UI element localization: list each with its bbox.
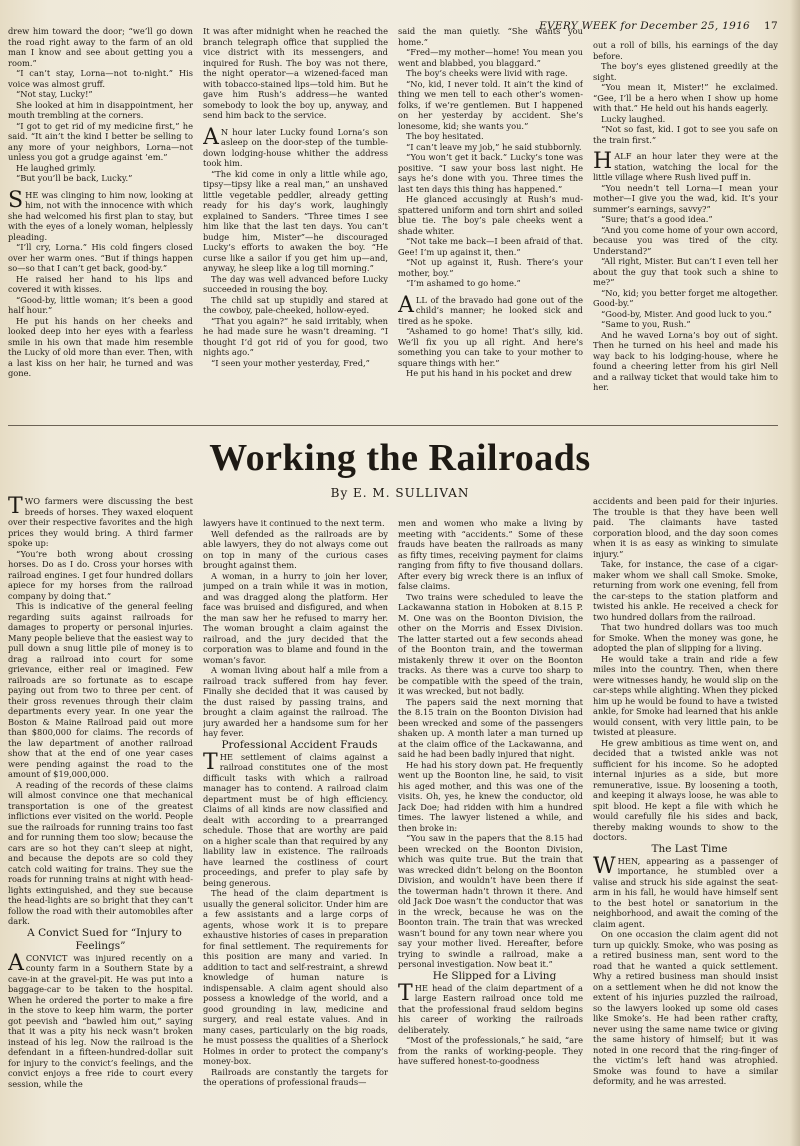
paragraph: The boy’s cheeks were livid with rage. [406, 68, 568, 78]
article-column-3 [398, 496, 583, 1136]
paragraph: The child sat up stupidly and stared at the cowboy, pale-cheeked, hollow-eyed. [203, 294, 388, 315]
drop-cap-paragraph [398, 292, 583, 327]
drop-cap-paragraph [203, 124, 388, 169]
paragraph: “You needn’t tell Lorna—I mean your mother—I give you the wad, kid. It’s your summer’s earnings, savvy?” [593, 182, 778, 214]
paragraph: “Not up against it, Rush. There’s your mother, boy.” [398, 257, 583, 278]
story-column-4 [593, 26, 778, 420]
paragraph: “I can’t stay, Lorna—not to-night.” His voice was almost gruff. [8, 68, 193, 89]
paragraph: Lucky laughed. [601, 113, 666, 124]
paragraph-text: CONVICT was injured recently on a county farm in a Southern State by a cave-in at the gravel-pit. He was put into a baggage-car to be taken to the hospital. When he ordered the porter to make a fire in the stove to keep him warm, the porter got peevish and “bawled him out,” saying that it was a pity his neck wasn’t broken instead of his leg. Now the railroad is the defendant in a fifteen-hundred-dollar suit for injury to the convict’s feelings, and the convict enjoys a free ride to court every session, while the [8, 952, 193, 1089]
paragraph: This is indicative of the general feeling regarding suits against railroads for damages to property or personal injuries. Many people believe that the easiest way to pull down a snug little pile of money is to drag a railroad into court for some grievance, either real or imagined. Few railroads are so fortunate as to escape paying out from two to three per cent. of their gross revenues through their claim departments every year. In one year the Boston & Maine Railroad paid out more than $800,000 for claims. The records of the law department of another railroad show that at the end of one year cases were pending against the road to the amount of $19,000,000. [8, 601, 193, 779]
paragraph: “No, kid, I never told. It ain’t the kind of thing we men tell to each other’s women-folks, if we’re gentlemen. But I happened on her yesterday by accident. She’s lonesome, kid; she wants you.” [398, 78, 583, 131]
paragraph: lawyers have it continued to the next term. [203, 518, 385, 528]
paragraph: That two hundred dollars was too much for Smoke. When the money was gone, he adopted the plan of slipping for a living. [593, 622, 778, 653]
drop-cap-paragraph [8, 950, 193, 1090]
paragraph-text: ALF an hour later they were at the station, watching the local for the little village where Rush lived puff in. [593, 151, 778, 182]
paragraph-text: N hour later Lucky found Lorna’s son asleep on the door-step of the tumble-down lodging-house whither the address took him. [203, 126, 388, 168]
paragraph: “You saw in the papers that the 8.15 had been wrecked on the Boonton Division, which was quite true. But the train that was wrecked didn’t belong on the Boonton Division, and wouldn’t have been there if the towerman hadn’t thrown it there. And old Jack Doe wasn’t the conductor that was in the wreck, because he was on the Boonton train. The train that was wrecked wasn’t bound for any town near where you say your mother lived. Hereafter, before trying to swindle a railroad, make a personal investigation. Now beat it.” [398, 833, 583, 969]
paragraph-text: HE settlement of claims against a railroad constitutes one of the most difficult tasks with which a railroad manager has to contend. A railroad claim department must be of high efficiency. Claims of all kinds are now classified and dealt with according to a prearranged schedule. Those that are worthy are paid on a higher scale than that required by any liability law in existence. The railroads have learned the costliness of court proceedings, and prefer to play safe by being generous. [203, 751, 388, 888]
page-edge-shadow [790, 0, 800, 1146]
article-column-1 [8, 496, 193, 1136]
drop-cap-letter: A [203, 124, 219, 150]
paragraph: men and women who make a living by meeting with “accidents.” Some of these frauds have beaten the railroads as many as fifty times, receiving payment for claims ranging from fifty to five thousand dollars. After every big wreck there is an influx of false claims. [398, 518, 583, 591]
paragraph: He raised her hand to his lips and covered it with kisses. [8, 273, 193, 294]
drop-cap-paragraph [203, 749, 388, 889]
paragraph: “You mean it, Mister!” he exclaimed. “Gee, I’ll be a hero when I show up home with that.” He held out his hands eagerly. [593, 82, 778, 113]
paragraph: It was after midnight when he reached the branch telegraph office that supplied the vice district with its messengers, and inquired for Rush. The boy was not there, the night operator—a wizened-faced man with tobacco-stained lips—told him. But he gave him Rush’s address—he wanted somebody to look the boy up, anyway, and send him back to the service. [203, 26, 388, 120]
paragraph: said the man quietly. “She wants you home.” [398, 26, 583, 47]
paragraph: The head of the claim department is usually the general solicitor. Under him are a few assistants and a large corps of agents, whose work it is to prepare exhaustive histories of cases in preparation for final settlement. The requirements for this position are many and varied. In addition to tact and self-restraint, a shrewd knowledge of human nature is indispensable. A claim agent should also possess a knowledge of the world, and a good grounding in law, medicine and surgery, and real estate values. And in many cases, particularly on the big roads, he must possess the qualities of a Sherlock Holmes in order to protect the company’s money-box. [203, 888, 388, 1066]
paragraph: She looked at him in disappointment, her mouth trembling at the corners. [8, 99, 193, 120]
paragraph: He had his story down pat. He frequently went up the Boonton line, he said, to visit his aged mother, and this was one of the visits. Oh, yes, he knew the conductor, old Jack Doe; had ridden with him a hundred times. The lawyer listened a while, and then broke in: [398, 759, 583, 833]
paragraph: “Most of the professionals,” he said, “are from the ranks of working-people. They have suffered honest-to-goodness [398, 1035, 583, 1066]
drop-cap-letter: T [8, 496, 23, 519]
paragraph: “I got to get rid of my medicine first,” he said. “It ain’t the kind I better be selling to any more of your neighbors, Lorna—not unless you got a grudge against ’em.” [8, 120, 193, 162]
paragraph: A reading of the records of these claims will almost convince one that mechanical transportation is one of the greatest inflictions ever visited on the world. People sue the railroads for running trains too fast and for running them too slow; because the cars are so hot they can’t sleep at night, and because the depots are so cold they catch cold waiting for trains. They sue the roads for running trains at night with head-lights extinguished, and they sue because the head-lights are so bright that they can’t follow the road with their automobiles after dark. [8, 779, 193, 926]
paragraph: “Ashamed to go home! That’s silly, kid. We’ll fix you up all right. And here’s something you can take to your mother to square things with her.” [398, 326, 583, 368]
paragraph: “Not take me back—I been afraid of that. Gee! I’m up against it, then.” [398, 236, 583, 257]
paragraph: “Fred—my mother—home! You mean you went and blabbed, you blaggard.” [398, 47, 583, 68]
paragraph: He glanced accusingly at Rush’s mud-spattered uniform and torn shirt and soiled blue tie. The boy’s pale cheeks went a shade whiter. [398, 194, 583, 236]
paragraph: The boy’s eyes glistened greedily at the sight. [593, 61, 778, 82]
paragraph: “You’re both wrong about crossing horses. Do as I do. Cross your horses with railroad engines. I get four hundred dollars apiece for my horses from the railroad company by doing that.” [8, 548, 193, 601]
paragraph: “I can’t leave my job,” he said stubbornly. [406, 141, 582, 152]
paragraph: drew him toward the door; “we’ll go down the road right away to the farm of an old man I know and see about getting you a room.” [8, 26, 193, 68]
drop-cap-paragraph [8, 496, 193, 549]
article-byline: By E. M. SULLIVAN [330, 486, 470, 500]
drop-cap-paragraph [593, 853, 778, 930]
paragraph: He put his hands on her cheeks and looked deep into her eyes with a fearless smile in his own that made him resemble the Lucky of old more than ever. Then, with a last kiss on her hair, he turned and was gone. [8, 315, 193, 378]
paragraph: Railroads are constantly the targets for the operations of professional frauds— [203, 1066, 388, 1087]
paragraph-text: HE was clinging to him now, looking at him, not with the innocence with which she had welcomed his first plan to stay, but with the eyes of a lonely woman, helplessly pleading. [8, 189, 193, 242]
story-column-3 [398, 26, 583, 420]
paragraph: “Not stay, Lucky!” [16, 89, 93, 99]
paragraph: “No, kid; you better forget me altogether. Good-by.” [593, 287, 778, 308]
section-subheading: A Convict Sued for “Injury to Feelings” [27, 926, 182, 952]
paragraph: “I’ll cry, Lorna.” His cold fingers closed over her warm ones. “But if things happen so—so that I can’t get back, good-by.” [8, 242, 193, 273]
drop-cap-letter: A [398, 292, 414, 318]
story-continuation-columns [8, 26, 778, 420]
paragraph: “Not so fast, kid. I got to see you safe on the train first.” [593, 124, 778, 145]
paragraph: The papers said the next morning that the 8.15 train on the Boonton Division had been wrecked and some of the passengers shaken up. A month later a man turned up at the claim office of the Lackawanna, and said he had been badly injured that night. [398, 696, 583, 759]
paragraph-text: HEN, appearing as a passenger of importance, he stumbled over a valise and struck his side against the seat-arm in his fall, he would have himself sent to the best hotel or sanatorium in the neighborhood, and await the coming of the claim agent. [593, 855, 778, 929]
paragraph: The boy hesitated. [406, 131, 484, 141]
paragraph: out a roll of bills, his earnings of the day before. [593, 40, 778, 61]
running-title: EVERY WEEK for December 25, 1916 [539, 20, 751, 32]
paragraph: He would take a train and ride a few miles into the country. Then, when there were witnesses handy, he would slip on the car-steps while alighting. When they picked him up he would be found to have a twisted ankle, for Smoke had learned that his ankle would consent, with very little pain, to be twisted at pleasure. [593, 653, 778, 737]
paragraph: “And you come home of your own accord, because you was tired of the city. Understand?” [593, 224, 778, 256]
story-column-1 [8, 26, 193, 420]
paragraph: He laughed grimly. [16, 162, 96, 173]
paragraph: The day was well advanced before Lucky succeeded in rousing the boy. [203, 273, 388, 294]
paragraph: He grew ambitious as time went on, and decided that a twisted ankle was not sufficient for his income. So he adopted internal injuries as a side, but more remunerative, issue. By loosening a tooth, and keeping it always loose, he was able to spit blood. He kept a file with which he would carefully file his sides and back, thereby making wounds to show to the doctors. [593, 737, 778, 842]
paragraph: And he waved Lorna’s boy out of sight. Then he turned on his heel and made his way back to his lodging-house, where he found a cheering letter from his girl Nell and a railway ticket that would take him to her. [593, 329, 778, 392]
paragraph: “The kid come in only a little while ago, tipsy—tipsy like a real man,” an unshaved little vegetable peddler, already getting ready for his day’s work, laughingly explained to Sanders. “Three times I see him like that the last ten days. You can’t budge him, Mister”—he discouraged Lucky’s efforts to awaken the boy. “He curse like a sailor if you get him up—and, anyway, he sleep like a log till morning.” [203, 168, 388, 273]
paragraph: “You won’t get it back.” Lucky’s tone was positive. “I saw your boss last night. He says he’s done with you. Three times the last ten days this thing has happened.” [398, 152, 583, 194]
article-column-2 [203, 496, 388, 1136]
paragraph: Well defended as the railroads are by able lawyers, they do not always come out on top in many of the curious cases brought against them. [203, 528, 388, 570]
paragraph: A woman living about half a mile from a railroad track suffered from hay fever. Finally she decided that it was caused by the dust raised by passing trains, and brought a claim against the railroad. The jury awarded her a handsome sum for her hay fever. [203, 665, 388, 738]
paragraph: A woman, in a hurry to join her lover, jumped on a train while it was in motion, and was dragged along the platform. Her face was bruised and disfigured, and when the man saw her he refused to marry her. The woman brought a claim against the railroad, and the jury decided that the corporation was to blame and found in the woman’s favor. [203, 570, 388, 665]
section-subheading: Professional Accident Frauds [221, 738, 378, 751]
section-subheading: The Last Time [651, 842, 728, 855]
article-columns [8, 496, 778, 1136]
drop-cap-letter: W [593, 853, 616, 879]
article-title: Working the Railroads [209, 437, 591, 479]
paragraph: “Good-by, Mister. And good luck to you.” [601, 308, 772, 319]
paragraph: “All right, Mister. But can’t I even tell her about the guy that took such a shine to me?” [593, 256, 778, 287]
paragraph: accidents and been paid for their injuries. The trouble is that they have been well paid. The claimants have tasted corporation blood, and the day soon comes when it is as easy as winking to simulate injury.” [593, 496, 778, 559]
article-column-4 [593, 496, 778, 1136]
paragraph-text: HE head of the claim department of a large Eastern railroad once told me that the professional fraud seldom begins his career of working the railroads deliberately. [398, 982, 583, 1035]
drop-cap-letter: A [8, 950, 24, 976]
section-subheading: He Slipped for a Living [432, 969, 557, 982]
paragraph: He put his hand in his pocket and drew [406, 368, 572, 378]
paragraph: “Good-by, little woman; it’s been a good half hour.” [8, 294, 193, 315]
paragraph-text: WO farmers were discussing the best breeds of horses. They waxed eloquent over their respective favorites and the high prices they would bring. A third farmer spoke up: [8, 496, 193, 548]
drop-cap-letter: T [203, 749, 218, 775]
page-number: 17 [764, 20, 778, 32]
drop-cap-paragraph [593, 151, 778, 183]
paragraph: Two trains were scheduled to leave the Lackawanna station in Hoboken at 8.15 P. M. One was on the Boonton Division, the other on the Morris and Essex Division. The latter started out a few seconds ahead of the Boonton train, and the towerman mistakenly threw it over on the Boonton tracks. As there was a curve too sharp to be compatible with the speed of the train, it was wrecked, but not badly. [398, 591, 583, 696]
paragraph: On one occasion the claim agent did not turn up quickly. Smoke, who was posing as a retired business man, sent word to the road that he wanted a quick settlement. Why a retired business man should insist on a settlement when he did not know the extent of his injuries puzzled the railroad, so the lawyers looked up some old cases like Smoke’s. He had been rather crafty, never using the same name twice or giving the same history of himself; but it was noted in one record that the ring-finger of the victim’s left hand was atrophied. Smoke was found to have a similar deformity, and he was arrested. [593, 929, 778, 1086]
section-divider-rule [8, 425, 778, 426]
paragraph: “But you’ll be back, Lucky.” [16, 173, 133, 183]
drop-cap-paragraph [398, 980, 583, 1036]
paragraph: “Same to you, Rush.” [601, 319, 691, 329]
drop-cap-letter: S [8, 187, 24, 213]
paragraph: “I seen your mother yesterday, Fred,” [211, 357, 370, 368]
paragraph: Take, for instance, the case of a cigar-maker whom we shall call Smoke. Smoke, returning from work one evening, fell from the car-steps to the station platform and twisted his ankle. He received a check for two hundred dollars from the railroad. [593, 559, 778, 622]
paragraph: “I’m ashamed to go home.” [406, 278, 521, 288]
drop-cap-letter: T [398, 980, 413, 1006]
paragraph-text: LL of the bravado had gone out of the child’s manner; he looked sick and tired as he spoke. [398, 294, 583, 326]
drop-cap-paragraph [8, 187, 193, 243]
paragraph: “Sure; that’s a good idea.” [601, 214, 713, 224]
story-column-2 [203, 26, 388, 420]
paragraph: “That you again?” he said irritably, when he had made sure he wasn’t dreaming. “I thought I’d got rid of you for good, two nights ago.” [203, 315, 388, 357]
drop-cap-letter: H [593, 149, 613, 174]
